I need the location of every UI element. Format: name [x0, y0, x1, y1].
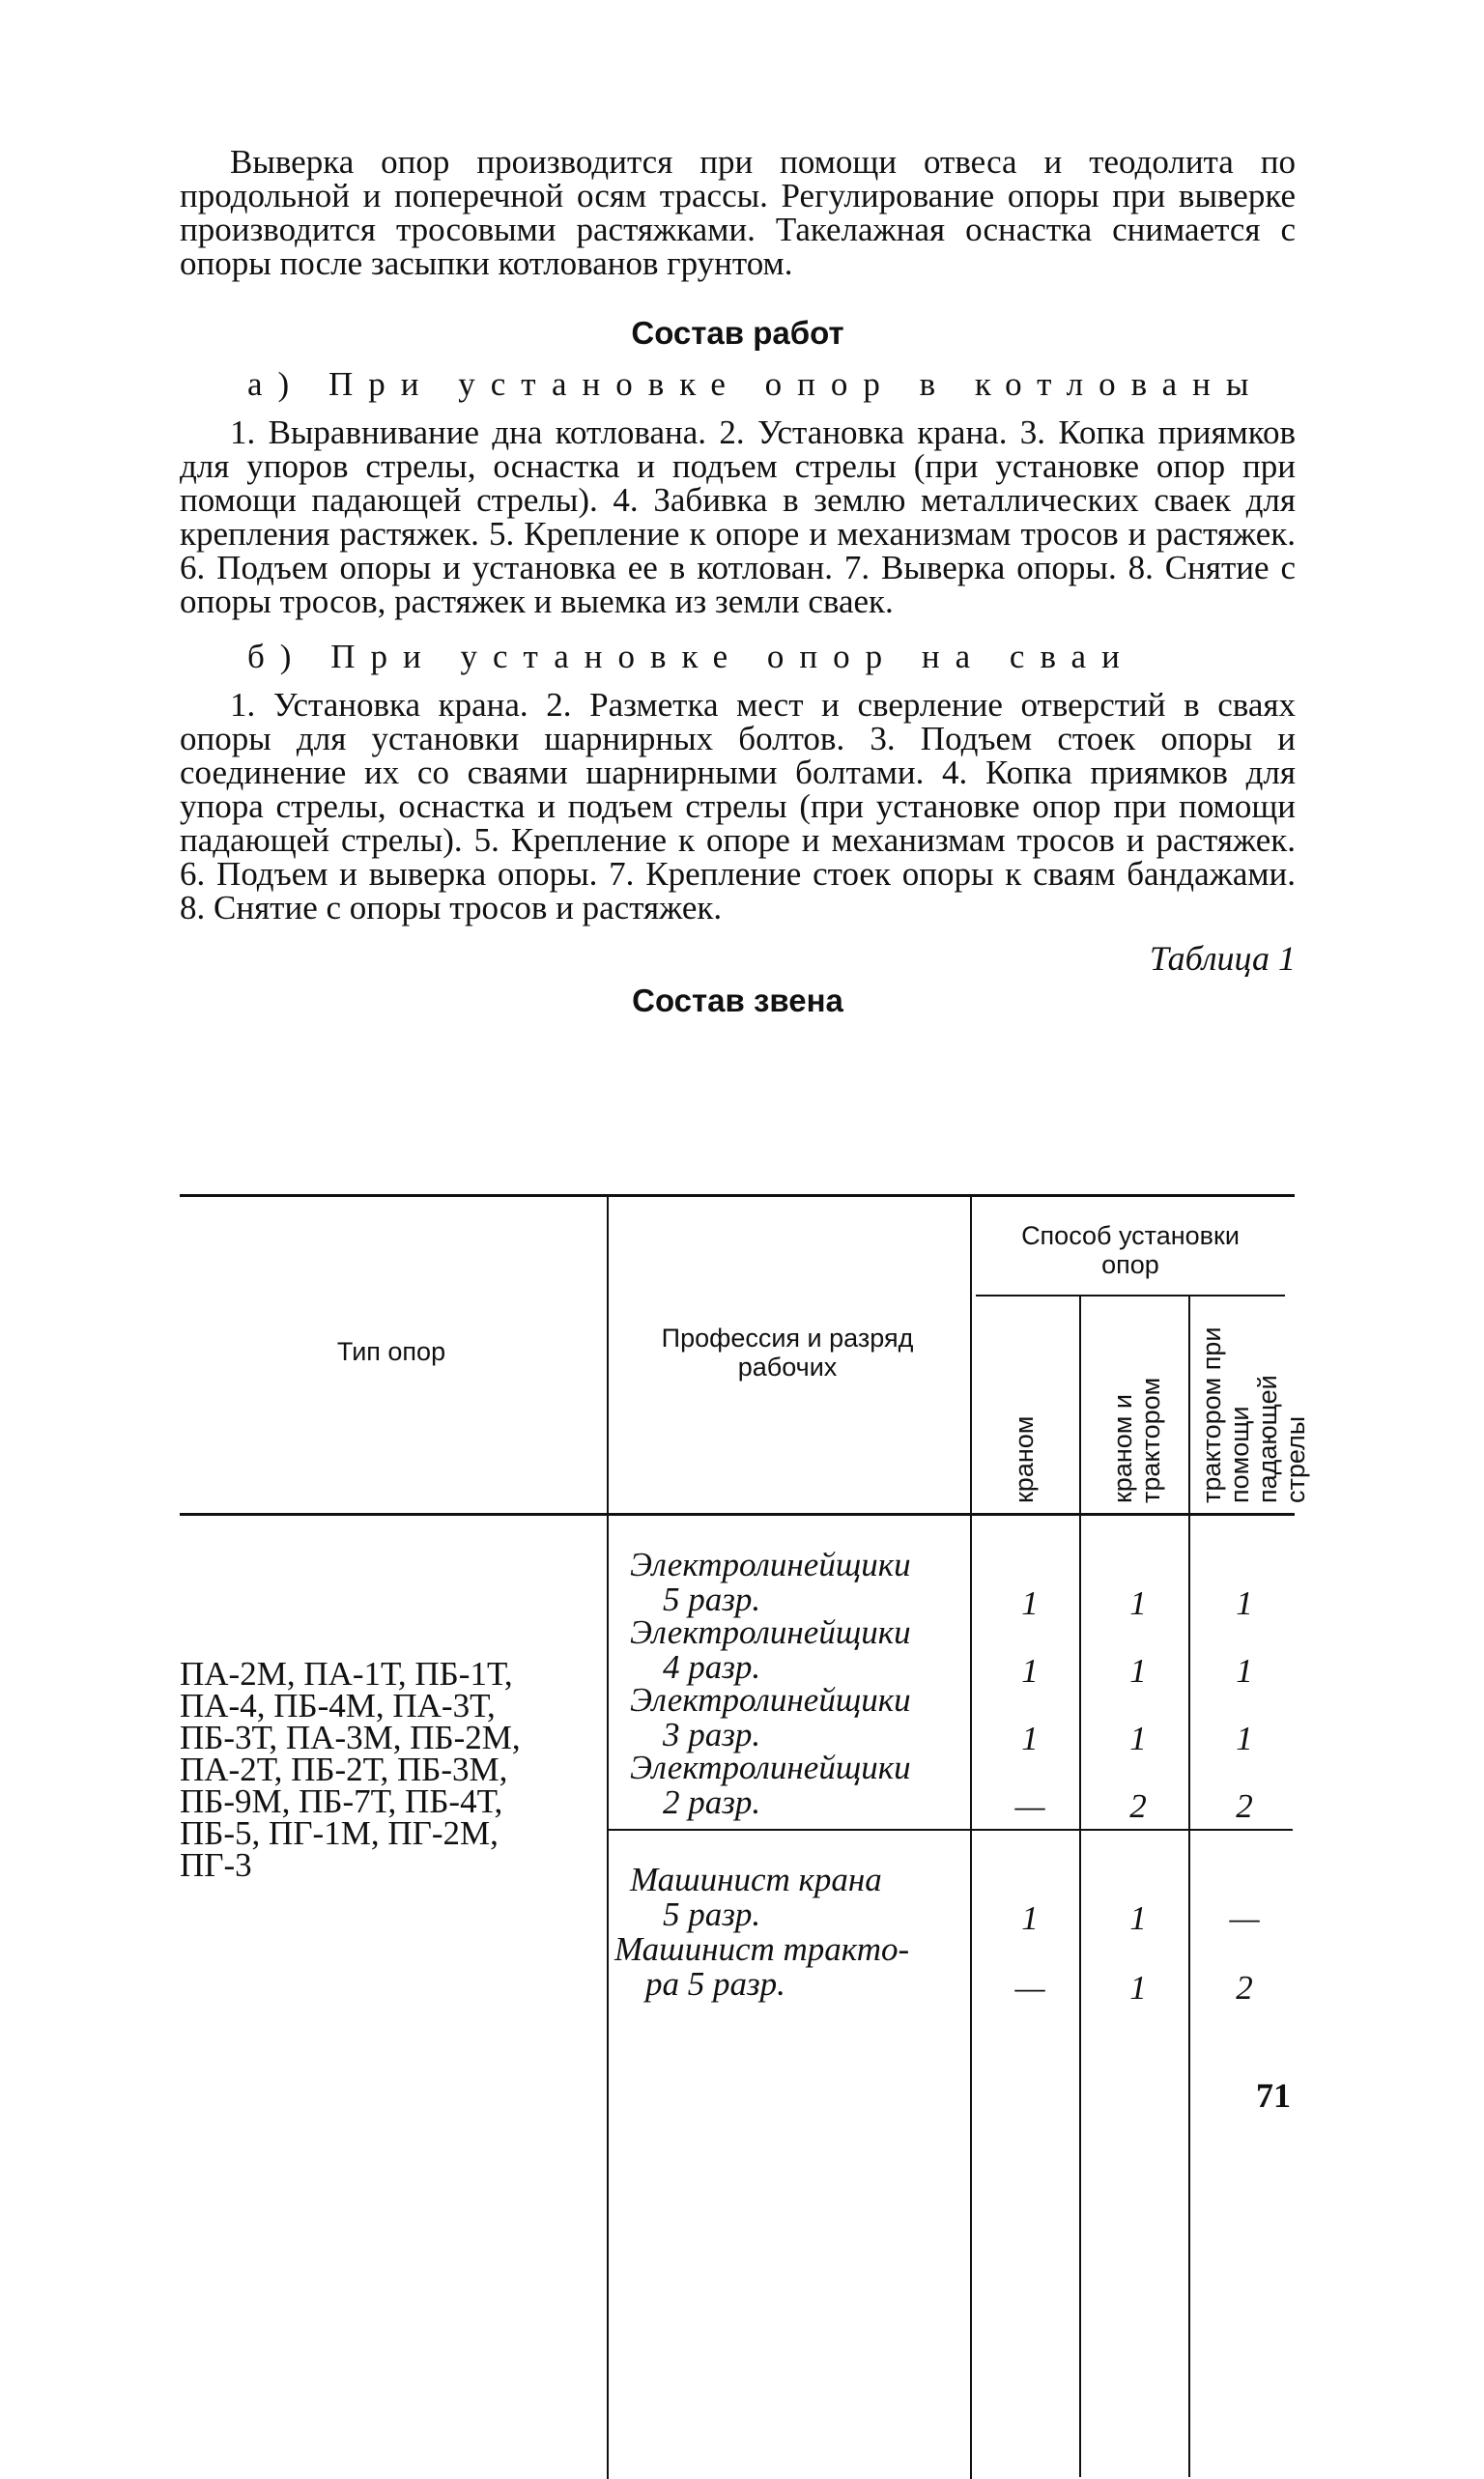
row-4-grade: 2 разр.: [663, 1783, 761, 1821]
table-vline-4c: [1188, 1836, 1190, 2037]
cell-value: 1: [1021, 1584, 1039, 1622]
row-1-prof: Электролинейщики: [630, 1546, 911, 1583]
col-header-method: Способ установки опор: [1021, 1221, 1240, 1279]
table-vline-1b: [607, 1516, 609, 2037]
type-line: ПБ-5, ПГ-1М, ПГ-2М,: [180, 1814, 499, 1852]
cell-value: 1: [1021, 1652, 1039, 1690]
sub-col-tractor-boom: трактором при помощи падающей стрелы: [1197, 1326, 1310, 1503]
type-line: ПА-2М, ПА-1Т, ПБ-1Т,: [180, 1655, 513, 1693]
cell-value: 2: [1129, 1787, 1147, 1825]
row-6-prof: Машинист тракто-: [614, 1930, 910, 1968]
page-number: 71: [1256, 2076, 1291, 2115]
cell-value: —: [1229, 1899, 1260, 1937]
table-method-rule: [976, 1295, 1285, 1296]
cell-value: 1: [1129, 1652, 1147, 1690]
row-3-grade: 3 разр.: [663, 1716, 761, 1753]
cell-value: 1: [1129, 1720, 1147, 1757]
row-5-prof: Машинист крана: [630, 1861, 882, 1898]
table-title: Состав звена: [632, 983, 843, 1018]
col-header-profession: Профессия и разряд рабочих: [661, 1324, 914, 1382]
type-line: ПА-2Т, ПБ-2Т, ПБ-3М,: [180, 1751, 508, 1788]
page-body: [180, 145, 1296, 1019]
intro-paragraph: Выверка опор производится при помощи отвеса и теодолита по продольной и поперечной осям трассы. Регулирование опоры при выверке производится тросовыми растяжками. Такелажная оснастка снимается с опоры после засыпки котлованов грунтом.: [180, 143, 1296, 282]
cell-value: 1: [1236, 1584, 1253, 1622]
subheading-a: а) При установке опор в котлованы: [247, 365, 1265, 403]
row-3-prof: Электролинейщики: [630, 1681, 911, 1719]
row-2-grade: 4 разр.: [663, 1648, 761, 1686]
table-vline-4b: [1188, 1516, 1190, 1825]
row-2-prof: Электролинейщики: [630, 1613, 911, 1651]
cell-value: 1: [1129, 1969, 1147, 2007]
support-types: [180, 1655, 605, 1884]
row-4-prof: Электролинейщики: [630, 1749, 911, 1786]
cell-value: 1: [1129, 1899, 1147, 1937]
sub-col-crane-tractor: краном и трактором: [1108, 1377, 1165, 1503]
table-vline-3b: [1079, 1516, 1081, 2037]
cell-value: 1: [1129, 1584, 1147, 1622]
table-vline-2b: [970, 1516, 972, 2037]
sub-col-crane: краном: [1010, 1415, 1039, 1503]
paragraph-b: 1. Установка крана. 2. Разметка мест и сверление отверстий в сваях опоры для установки шарнирных болтов. 3. Подъем стоек опоры и соединение их со сваями шарнирными болтами. 4. Копка приямков для упора стрелы, оснастка и подъем стрелы (при установке опор при помощи падающей стрелы). 5. Крепление к опоре и механизмам тросов и растяжек. 6. Подъем и выверка опоры. 7. Крепление стоек опоры к сваям бандажами. 8. Снятие с опоры тросов и растяжек.: [180, 686, 1296, 926]
paragraph-a: 1. Выравнивание дна котлована. 2. Установка крана. 3. Копка приямков для упоров стрелы, оснастка и подъем стрелы (при установке опор при помощи падающей стрелы). 4. Забивка в землю металлических сваек для крепления растяжек. 5. Крепление к опоре и механизмам тросов и растяжек. 6. Подъем опоры и установка ее в котлован. 7. Выверка опоры. 8. Снятие с опоры тросов, растяжек и выемка из земли сваек.: [180, 413, 1296, 620]
type-line: ПГ-3: [180, 1846, 252, 1884]
type-line: ПБ-9М, ПБ-7Т, ПБ-4Т,: [180, 1782, 503, 1820]
type-line: ПБ-3Т, ПА-3М, ПБ-2М,: [180, 1719, 521, 1756]
subheading-b: б) При установке опор на сваи: [247, 638, 1135, 675]
row-5-grade: 5 разр.: [663, 1895, 761, 1933]
cell-value: 1: [1236, 1720, 1253, 1757]
cell-value: 2: [1236, 1969, 1253, 2007]
cell-value: —: [1014, 1787, 1045, 1825]
table-group-rule: [607, 1829, 1293, 1831]
col-header-type: Тип опор: [336, 1337, 446, 1366]
row-6-grade: ра 5 разр.: [645, 1965, 785, 2003]
table-header-rule: [180, 1513, 1295, 1516]
section-title: Состав работ: [631, 315, 844, 351]
cell-value: 1: [1021, 1720, 1039, 1757]
cell-value: 1: [1021, 1899, 1039, 1937]
table-top-rule: [180, 1194, 1295, 1197]
cell-value: 2: [1236, 1787, 1253, 1825]
cell-value: —: [1014, 1969, 1045, 2007]
table-caption: Таблица 1: [1149, 939, 1296, 978]
type-line: ПА-4, ПБ-4М, ПА-3Т,: [180, 1687, 496, 1724]
cell-value: 1: [1236, 1652, 1253, 1690]
row-1-grade: 5 разр.: [663, 1581, 761, 1618]
